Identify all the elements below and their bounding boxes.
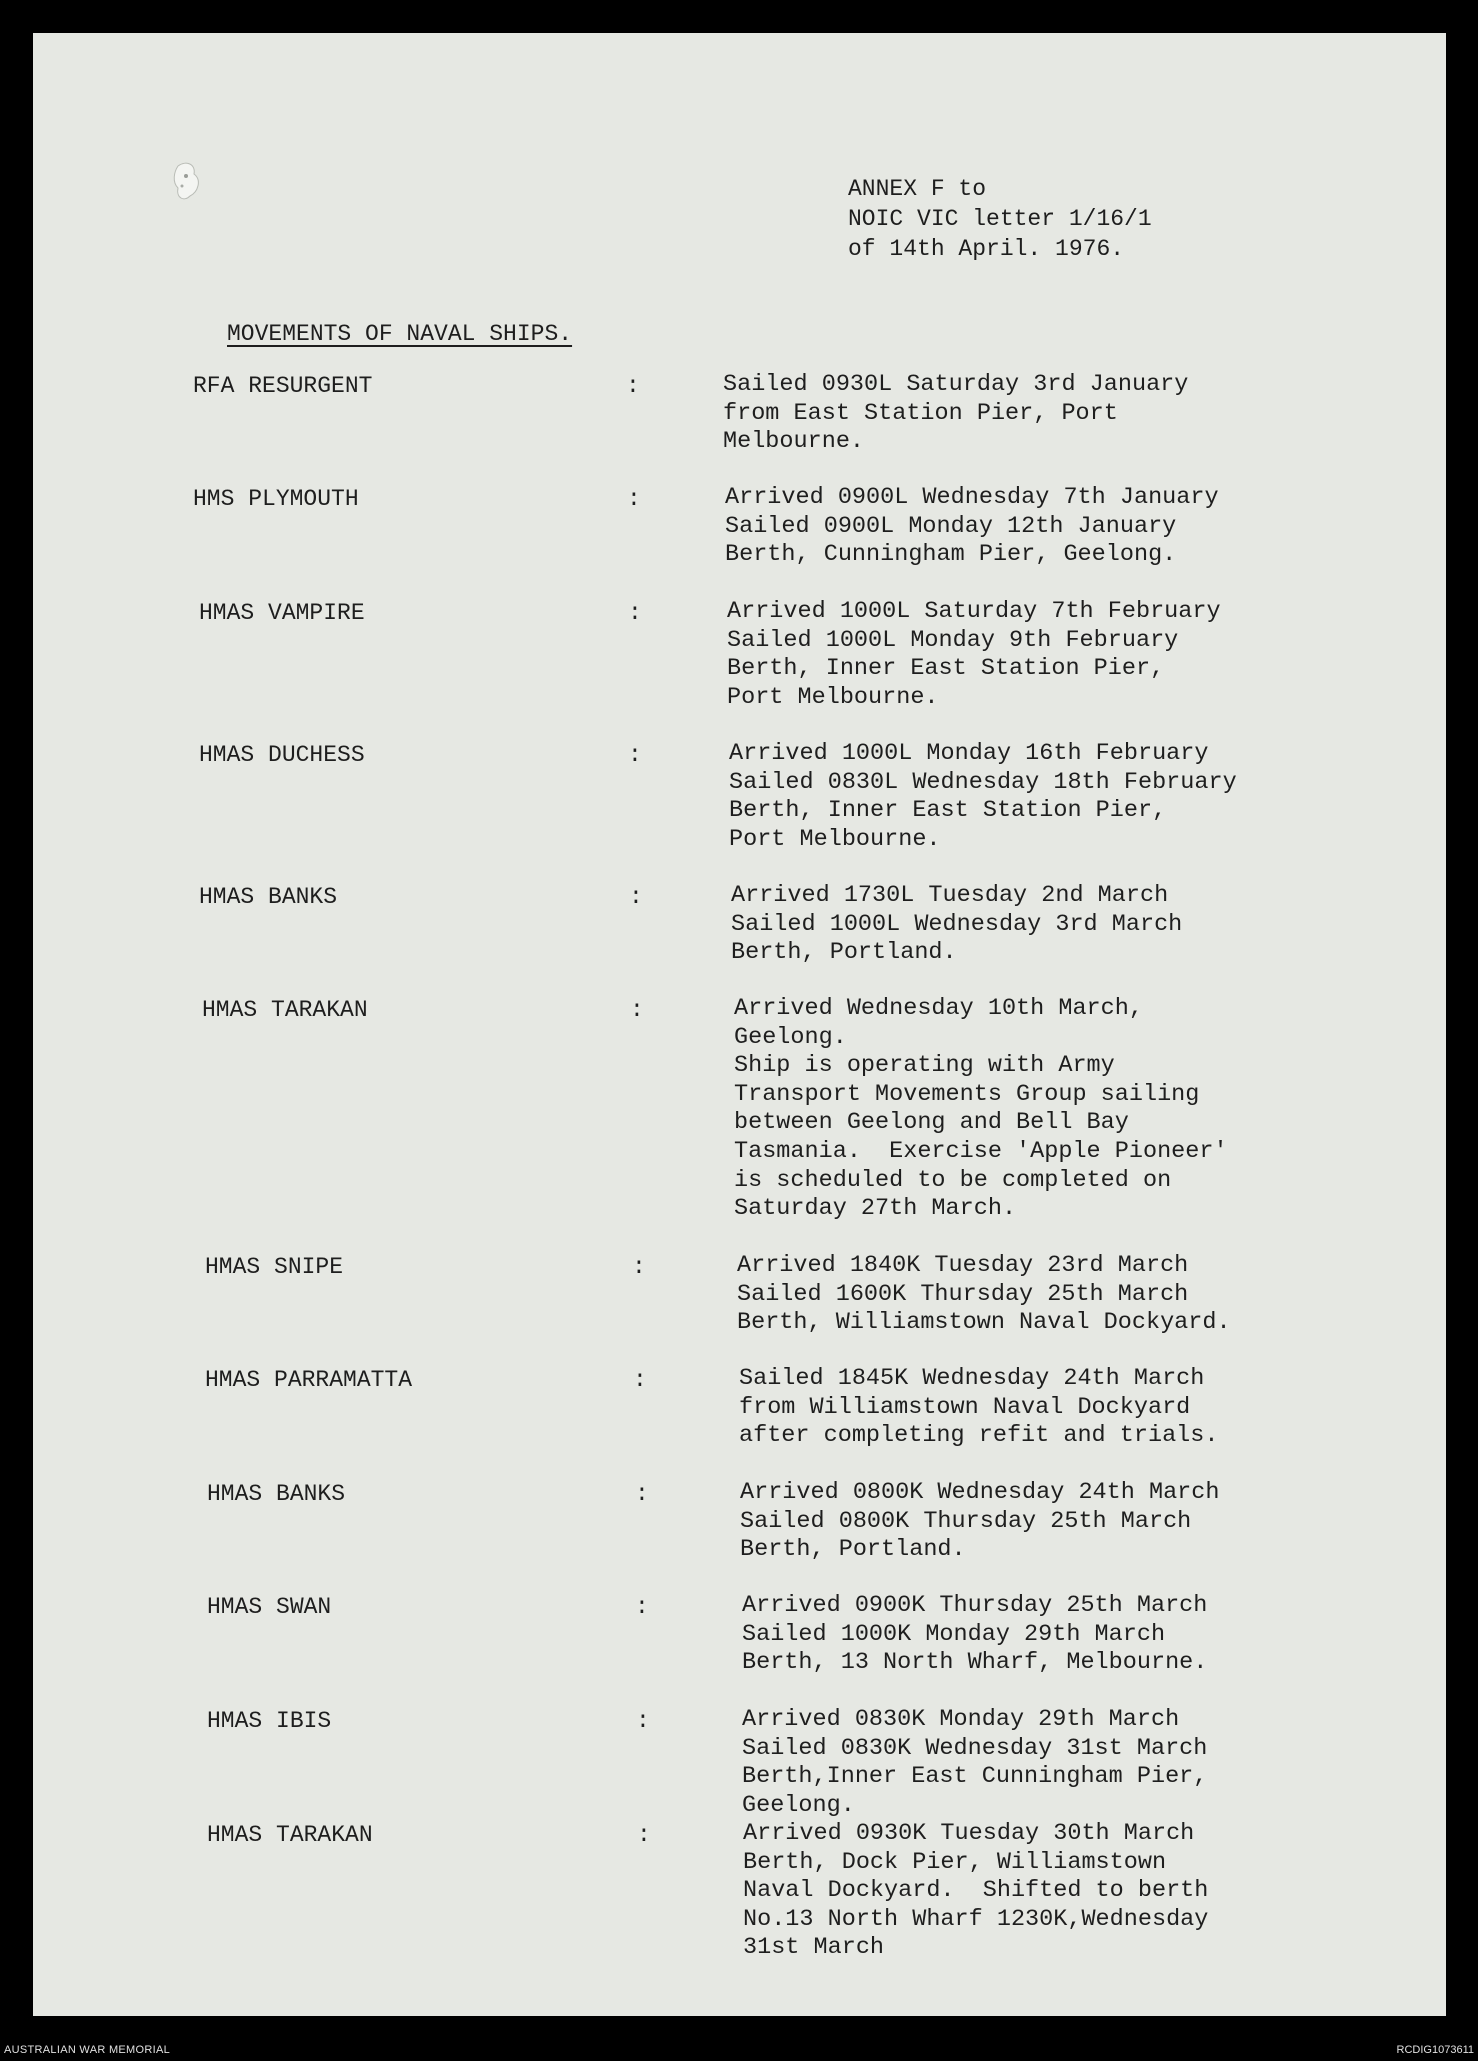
detail-line: Sailed 0800K Thursday 25th March <box>740 1507 1192 1535</box>
detail-line: Sailed 1000L Monday 9th February <box>727 626 1179 654</box>
separator-colon: : <box>632 1254 646 1280</box>
ship-name: HMAS PARRAMATTA <box>205 1367 413 1393</box>
movement-details <box>742 1706 1207 1820</box>
separator-colon: : <box>633 1367 647 1393</box>
separator-colon: : <box>636 1708 650 1734</box>
movement-details <box>734 995 1228 1224</box>
ship-name: HMS PLYMOUTH <box>193 486 359 512</box>
separator-colon: : <box>629 884 643 910</box>
ship-name: HMAS SWAN <box>207 1594 332 1620</box>
movement-details <box>729 740 1237 854</box>
detail-line: Transport Movements Group sailing <box>734 1080 1200 1108</box>
page-title: MOVEMENTS OF NAVAL SHIPS. <box>227 321 573 347</box>
detail-line: Arrived 0800K Wednesday 24th March <box>740 1479 1220 1506</box>
detail-line: Arrived 0930K Tuesday 30th March <box>743 1820 1195 1847</box>
movement-details <box>723 371 1188 457</box>
separator-colon: : <box>627 486 641 512</box>
detail-line: Sailed 1600K Thursday 25th March <box>737 1280 1189 1308</box>
detail-line: Berth, Cunningham Pier, Geelong. <box>725 541 1177 569</box>
detail-line: Ship is operating with Army <box>734 1052 1115 1080</box>
detail-line: Berth,Inner East Cunningham Pier, <box>742 1763 1208 1791</box>
detail-line: Berth, Dock Pier, Williamstown <box>743 1848 1167 1876</box>
detail-line: Berth, Williamstown Naval Dockyard. <box>737 1309 1231 1337</box>
detail-line: Berth, Portland. <box>731 939 957 967</box>
movement-details <box>740 1479 1219 1565</box>
detail-line: Sailed 0900L Monday 12th January <box>725 512 1177 540</box>
ship-name: RFA RESURGENT <box>193 373 373 399</box>
detail-line: Saturday 27th March. <box>734 1195 1017 1223</box>
separator-colon: : <box>630 997 644 1023</box>
detail-line: Sailed 0830L Wednesday 18th February <box>729 768 1237 796</box>
detail-line: 31st March <box>743 1934 885 1962</box>
detail-line: between Geelong and Bell Bay <box>734 1109 1129 1137</box>
movement-details <box>743 1820 1208 1963</box>
footer-right-id: RCDIG1073611 <box>1396 2044 1474 2056</box>
document-page <box>33 33 1446 2016</box>
separator-colon: : <box>635 1481 649 1507</box>
ship-name: HMAS TARAKAN <box>202 997 368 1023</box>
ship-name: HMAS IBIS <box>207 1708 332 1734</box>
separator-colon: : <box>626 373 640 399</box>
separator-colon: : <box>628 600 642 626</box>
detail-line: Berth, Portland. <box>740 1536 966 1564</box>
detail-line: Geelong. <box>734 1023 847 1051</box>
ship-name: HMAS DUCHESS <box>199 742 365 768</box>
movement-details <box>737 1252 1231 1338</box>
detail-line: Arrived 0900L Wednesday 7th January <box>725 484 1219 511</box>
detail-line: Arrived Wednesday 10th March, <box>734 995 1143 1022</box>
detail-line: Arrived 0830K Monday 29th March <box>742 1706 1180 1733</box>
detail-line: Geelong. <box>742 1791 855 1819</box>
annex-line-3: of 14th April. 1976. <box>848 236 1125 262</box>
ship-name: HMAS BANKS <box>207 1481 346 1507</box>
ship-name: HMAS BANKS <box>199 884 338 910</box>
separator-colon: : <box>635 1594 649 1620</box>
ship-name: HMAS SNIPE <box>205 1254 344 1280</box>
detail-line: Sailed 1000K Monday 29th March <box>742 1620 1166 1648</box>
detail-line: from East Station Pier, Port <box>723 399 1118 427</box>
detail-line: Sailed 1845K Wednesday 24th March <box>739 1365 1205 1392</box>
detail-line: Arrived 0900K Thursday 25th March <box>742 1592 1208 1619</box>
annex-line-2: NOIC VIC letter 1/16/1 <box>848 206 1152 232</box>
detail-line: No.13 North Wharf 1230K,Wednesday <box>743 1905 1209 1933</box>
movement-details <box>725 484 1219 570</box>
detail-line: Berth, Inner East Station Pier, <box>729 797 1167 825</box>
movement-details <box>739 1365 1218 1451</box>
annex-line-1: ANNEX F to <box>848 176 987 202</box>
movement-details <box>731 882 1182 968</box>
separator-colon: : <box>637 1822 651 1848</box>
detail-line: Berth, 13 North Wharf, Melbourne. <box>742 1649 1208 1677</box>
detail-line: Arrived 1000L Monday 16th February <box>729 740 1209 767</box>
footer-left-credit: AUSTRALIAN WAR MEMORIAL <box>4 2044 171 2056</box>
annex-header <box>848 174 1152 264</box>
detail-line: Arrived 1840K Tuesday 23rd March <box>737 1252 1189 1279</box>
detail-line: Arrived 1730L Tuesday 2nd March <box>731 882 1169 909</box>
separator-colon: : <box>628 742 642 768</box>
detail-line: from Williamstown Naval Dockyard <box>739 1393 1191 1421</box>
movement-details <box>742 1592 1207 1678</box>
detail-line: is scheduled to be completed on <box>734 1166 1172 1194</box>
detail-line: Tasmania. Exercise 'Apple Pioneer' <box>734 1137 1228 1165</box>
detail-line: Sailed 0930L Saturday 3rd January <box>723 371 1189 398</box>
ship-name: HMAS TARAKAN <box>207 1822 373 1848</box>
detail-line: Naval Dockyard. Shifted to berth <box>743 1877 1209 1905</box>
detail-line: Berth, Inner East Station Pier, <box>727 655 1165 683</box>
detail-line: Port Melbourne. <box>727 683 939 711</box>
movement-details <box>727 598 1221 712</box>
detail-line: Sailed 0830K Wednesday 31st March <box>742 1734 1208 1762</box>
detail-line: Arrived 1000L Saturday 7th February <box>727 598 1221 625</box>
detail-line: Sailed 1000L Wednesday 3rd March <box>731 910 1183 938</box>
ship-name: HMAS VAMPIRE <box>199 600 365 626</box>
detail-line: Port Melbourne. <box>729 825 941 853</box>
detail-line: Melbourne. <box>723 428 865 456</box>
paper-damage-mark <box>168 158 208 213</box>
detail-line: after completing refit and trials. <box>739 1422 1219 1450</box>
